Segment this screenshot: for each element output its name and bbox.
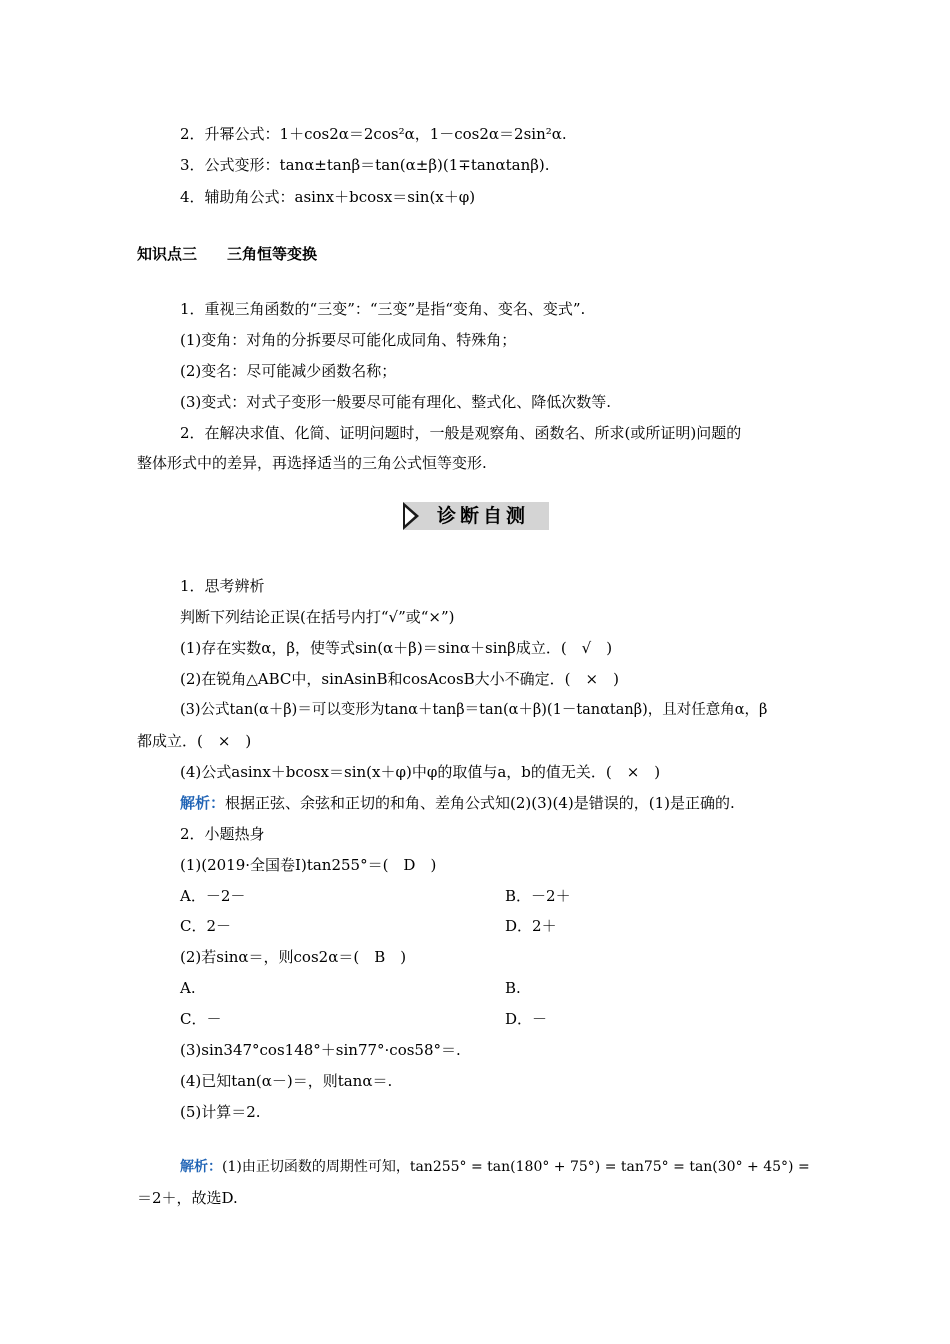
exercise-line: 都成立．( × ) bbox=[137, 732, 252, 750]
analysis-text: 根据正弦、余弦和正切的和角、差角公式知(2)(3)(4)是错误的，(1)是正确的. bbox=[225, 794, 735, 812]
analysis-label: 解析： bbox=[180, 1159, 222, 1175]
option-d: D．2＋ bbox=[505, 917, 557, 935]
exercise-line: (2)若sinα＝，则cos2α＝( B ) bbox=[180, 948, 407, 966]
section-line: 整体形式中的差异，再选择适当的三角公式恒等变形. bbox=[137, 454, 487, 472]
option-c: C．－ bbox=[180, 1010, 222, 1028]
section-line: (1)变角：对角的分拆要尽可能化成同角、特殊角； bbox=[180, 331, 517, 349]
analysis-text: (1)由正切函数的周期性可知，tan255° = tan(180° + 75°) = tan75° = tan(30° + 45°) = bbox=[222, 1159, 810, 1175]
exercise-line: (5)计算＝2. bbox=[180, 1103, 261, 1121]
option-a: A. bbox=[180, 979, 196, 997]
section-line: (3)变式：对式子变形一般要尽可能有理化、整式化、降低次数等. bbox=[180, 393, 612, 411]
section-heading: 知识点三 三角恒等变换 bbox=[137, 245, 318, 263]
banner-title: 诊断自测 bbox=[437, 505, 530, 527]
exercise-line: 判断下列结论正误(在括号内打“√”或“×”) bbox=[180, 608, 455, 626]
exercise-line: (4)公式asinx＋bcosx＝sin(x＋φ)中φ的取值与a，b的值无关．( × ) bbox=[180, 763, 661, 781]
exercise-line: (1)(2019·全国卷Ⅰ)tan255°＝( D ) bbox=[180, 856, 437, 874]
analysis-2-continued: ＝2＋，故选D. bbox=[137, 1189, 238, 1207]
option-b: B. bbox=[505, 979, 521, 997]
option-a: A．－2－ bbox=[180, 887, 246, 905]
section-line: 2．在解决求值、化简、证明问题时，一般是观察角、函数名、所求(或所证明)问题的 bbox=[180, 424, 742, 442]
option-c: C．2－ bbox=[180, 917, 232, 935]
exercise-line: 2．小题热身 bbox=[180, 825, 265, 843]
analysis-2 bbox=[180, 1157, 810, 1177]
line-formula-2: 2．升幂公式：1＋cos2α＝2cos²α，1－cos2α＝2sin²α. bbox=[180, 125, 567, 143]
option-d: D．－ bbox=[505, 1010, 548, 1028]
section-line: (2)变名：尽可能减少函数名称； bbox=[180, 362, 397, 380]
analysis-1 bbox=[180, 793, 735, 813]
option-b: B．－2＋ bbox=[505, 887, 571, 905]
line-formula-3: 3．公式变形：tanα±tanβ＝tan(α±β)(1∓tanαtanβ). bbox=[180, 156, 550, 174]
exercise-line: (2)在锐角△ABC中，sinAsinB和cosAcosB大小不确定．( × ) bbox=[180, 670, 619, 688]
exercise-line: 1．思考辨析 bbox=[180, 577, 265, 595]
line-formula-4: 4．辅助角公式：asinx＋bcosx＝sin(x＋φ) bbox=[180, 188, 476, 206]
exercise-line: (3)公式tan(α＋β)＝可以变形为tanα＋tanβ＝tan(α＋β)(1－tanαtanβ)，且对任意角α，β bbox=[180, 702, 768, 718]
analysis-label: 解析： bbox=[180, 794, 226, 812]
exercise-line: (1)存在实数α，β，使等式sin(α＋β)＝sinα＋sinβ成立．( √ ) bbox=[180, 639, 613, 657]
exercise-line: (4)已知tan(α－)＝，则tanα＝. bbox=[180, 1072, 393, 1090]
diagnosis-banner bbox=[403, 502, 549, 530]
section-line: 1．重视三角函数的“三变”：“三变”是指“变角、变名、变式”. bbox=[180, 300, 586, 318]
exercise-line: (3)sin347°cos148°＋sin77°·cos58°＝. bbox=[180, 1041, 461, 1059]
